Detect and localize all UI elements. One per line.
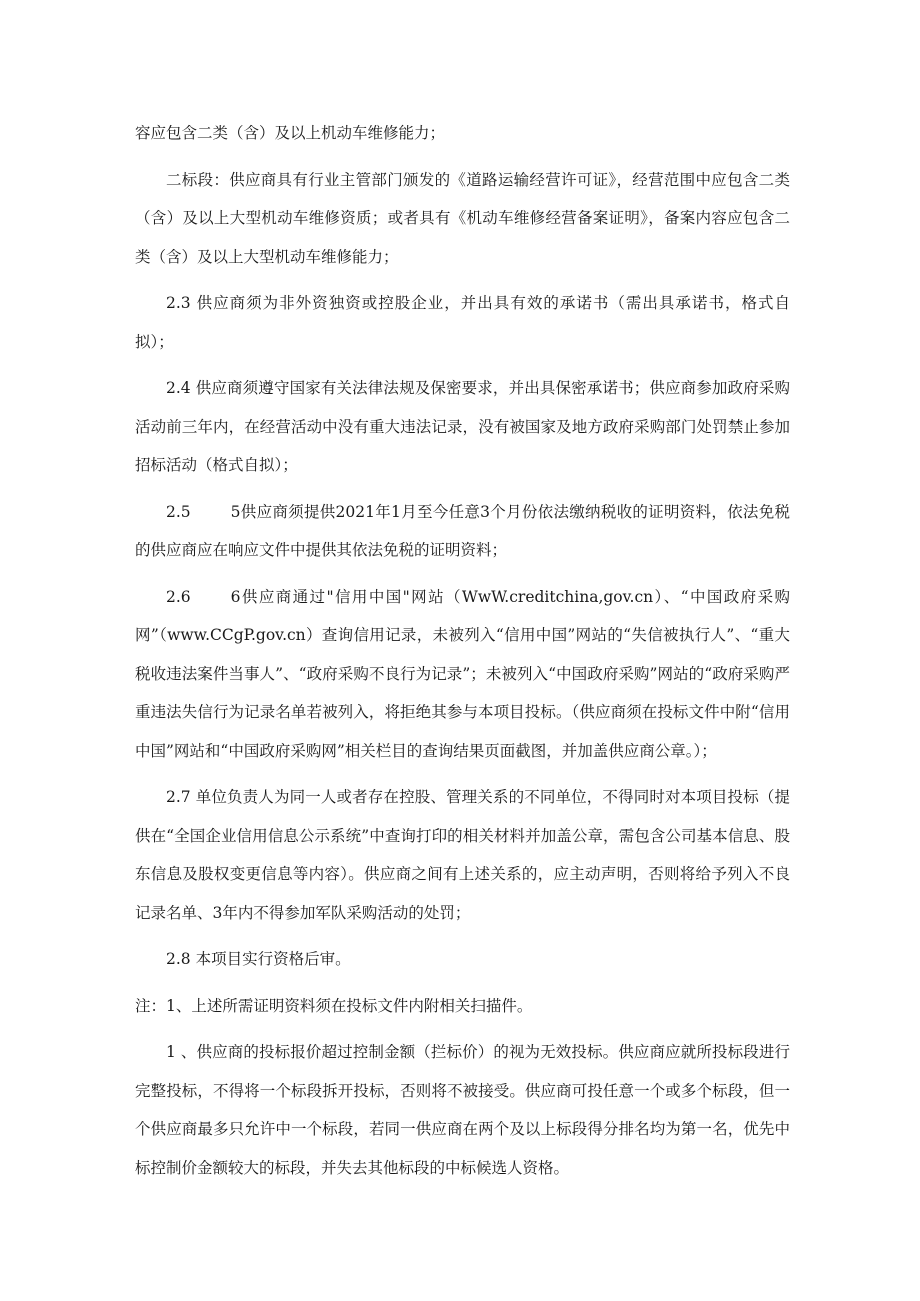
paragraph-2-5-tax-proof [135, 493, 790, 570]
clause-number: 2.7 [166, 788, 191, 806]
paragraph-text: 5供应商须提供2021年1月至今任意3个月份依法缴纳税收的证明资料，依法免税的供应商应在响应文件中提供其依法免税的证明资料； [135, 502, 790, 559]
paragraph-2-8-post-qualification [135, 940, 790, 979]
paragraph-2-7-related-units [135, 778, 790, 932]
paragraph-text: 、供应商的投标报价超过控制金额（拦标价）的视为无效投标。供应商应就所投标段进行完整投标，不得将一个标段拆开投标，否则将不被接受。供应商可投任意一个或多个标段，但一个供应商最多只允许中一个标段，若同一供应商在两个及以上标段得分排名均为第一名，优先中标控制价金额较大的标段，并失去其他标段的中标候选人资格。 [135, 1043, 790, 1177]
paragraph-text: 二标段：供应商具有行业主管部门颁发的《道路运输经营许可证》，经营范围中应包含二类（含）及以上大型机动车维修资质；或者具有《机动车维修经营备案证明》，备案内容应包含二类（含）及以上大型机动车维修能力； [135, 170, 790, 266]
paragraph-2-6-credit-record [135, 578, 790, 771]
clause-number: 2.3 [166, 294, 191, 312]
paragraph-2-4-confidentiality [135, 369, 790, 485]
paragraph-text: 本项目实行资格后审。 [195, 950, 351, 968]
clause-number: 2.6 [166, 587, 191, 606]
paragraph-text: 单位负责人为同一人或者存在控股、管理关系的不同单位，不得同时对本项目投标（提供在“全国企业信用信息公示系统”中查询打印的相关材料并加盖公章，需包含公司基本信息、股东信息及股权变更信息等内容）。供应商之间有上述关系的，应主动声明，否则将给予列入不良记录名单、3年内不得参加军队采购活动的处罚； [135, 788, 790, 922]
paragraph-text: 6供应商通过"信用中国"网站（WwW.creditchina,gov.cn）、“中国政府采购网”（www.CCgP.gov.cn）查询信用记录，未被列入“信用中国”网站的“失信被执行人”、“重大税收违法案件当事人”、“政府采购不良行为记录”；未被列入“中国政府采购”网站的“政府采购严重违法失信行为记录名单若被列入，将拒绝其参与本项目投标。（供应商须在投标文件中附“信用中国”网站和“中国政府采购网”相关栏目的查询结果页面截图，并加盖供应商公章。）； [135, 587, 790, 760]
clause-number: 2.5 [166, 502, 191, 521]
clause-number: 2.8 [166, 950, 191, 968]
paragraph-text: 注：1、上述所需证明资料须在投标文件内附相关扫描件。 [135, 996, 533, 1015]
document-body [135, 114, 790, 1195]
paragraph-lot-two-requirements [135, 161, 790, 277]
paragraph-text: 供应商须遵守国家有关法律法规及保密要求，并出具保密承诺书；供应商参加政府采购活动前三年内，在经营活动中没有重大违法记录，没有被国家及地方政府采购部门处罚禁止参加招标活动（格式自拟）； [135, 379, 790, 474]
paragraph-note-scans [135, 987, 790, 1026]
paragraph-bid-price-rules [135, 1033, 790, 1187]
clause-number: 1 [166, 1043, 176, 1061]
paragraph-text: 容应包含二类（含）及以上机动车维修能力； [135, 124, 446, 142]
paragraph-2-3-ownership [135, 284, 790, 361]
clause-number: 2.4 [166, 379, 191, 397]
paragraph-text: 供应商须为非外资独资或控股企业，并出具有效的承诺书（需出具承诺书，格式自拟）； [135, 294, 790, 351]
paragraph-continued-repair-capability [135, 114, 790, 153]
